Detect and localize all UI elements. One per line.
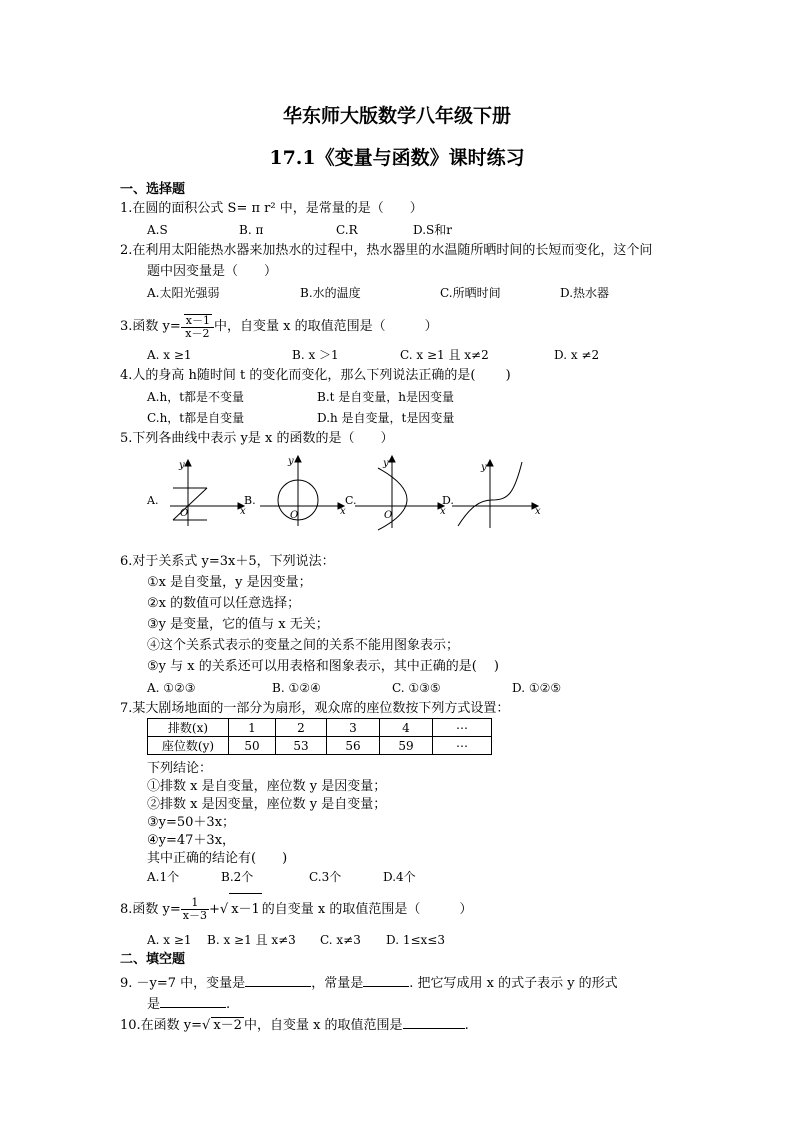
graph-a-y-axis-label: y — [179, 460, 185, 471]
q7-option-c: C.3个 — [309, 870, 342, 884]
section-heading-fill: 二、填空题 — [120, 952, 186, 967]
q5-stem: 5.下列各曲线中表示 y是 x 的函数的是（ ） — [120, 431, 394, 446]
q8-option-c: C. x≠3 — [320, 933, 361, 947]
q3-stem — [120, 312, 438, 342]
q7-item-5: 其中正确的结论有( ) — [147, 851, 288, 866]
q10-blank-range[interactable] — [403, 1016, 465, 1029]
q4-option-a: A.h，t都是不变量 — [147, 390, 245, 404]
table-cell: 56 — [327, 737, 380, 755]
q3-fraction — [181, 314, 214, 340]
table-cell: ⋯ — [433, 719, 492, 737]
q7-item-2: ②排数 x 是因变量，座位数 y 是自变量； — [147, 797, 387, 812]
q2-stem-line1: 2.在利用太阳能热水器来加热水的过程中，热水器里的水温随所晒时间的长短而变化，这个问 — [120, 243, 653, 258]
table-cell: ⋯ — [433, 737, 492, 755]
q9-blank-variable[interactable] — [245, 974, 311, 987]
q2-stem-line2: 题中因变量是（ ） — [147, 264, 278, 279]
graph-b-y-axis-label: y — [288, 456, 294, 467]
q9-part2: ，常量是 — [311, 976, 364, 991]
graph-b-label: B. — [244, 494, 256, 507]
q6-option-a: A. ①②③ — [147, 681, 196, 695]
q3-option-c: C. x ≥1 且 x≠2 — [400, 348, 489, 362]
q3-option-d: D. x ≠2 — [554, 348, 600, 362]
q3-suffix: 中，自变量 x 的取值范围是（ ） — [213, 319, 438, 334]
q2-option-a: A.太阳光强弱 — [147, 286, 220, 300]
q8-stem: 8.函数 y= $\frac{1}{x-3}$ +√ x－1 的自变量 x 的取值范围是（ ） — [120, 893, 472, 926]
q6-item-1: ①x 是自变量，y 是因变量； — [147, 575, 312, 590]
doc-subtitle: 17.1《变量与函数》课时练习 — [269, 147, 525, 169]
q6-item-5: ⑤y 与 x 的关系还可以用表格和图象表示，其中正确的是( ) — [147, 659, 500, 674]
q3-denominator: x－2 — [185, 326, 210, 340]
q6-stem: 6.对于关系式 y=3x＋5，下列说法： — [120, 554, 335, 569]
q6-item-2: ②x 的数值可以任意选择； — [147, 596, 301, 611]
graph-b — [260, 456, 344, 526]
q10-part3: . — [464, 1018, 469, 1033]
q9-line2 — [147, 995, 230, 1013]
table-header-cell: 排数(x) — [148, 719, 229, 737]
table-cell: 1 — [229, 719, 276, 737]
q10-part1: 10.在函数 y= — [120, 1018, 203, 1033]
table-row — [148, 737, 492, 755]
graph-c-y-axis-label: y — [383, 458, 389, 469]
graph-c-x-axis-label: x — [440, 506, 446, 517]
q8-option-d: D. 1≤x≤3 — [386, 933, 445, 947]
q1-option-c: C.R — [336, 223, 358, 237]
q9-part3: . 把它写成用 x 的式子表示 y 的形式 — [409, 976, 618, 991]
q8-numerator: 1 — [181, 897, 209, 910]
graph-c-label: C. — [345, 494, 357, 507]
graph-c — [355, 456, 444, 530]
q3-prefix: 3.函数 y= — [120, 319, 181, 334]
q8-fraction — [181, 897, 209, 922]
q8-plus: + — [208, 902, 220, 917]
table-cell: 59 — [380, 737, 433, 755]
table-cell: 50 — [229, 737, 276, 755]
graph-c-origin: O — [384, 510, 393, 521]
q7-after: 下列结论： — [147, 761, 213, 776]
q7-item-3: ③y=50＋3x； — [147, 815, 236, 830]
q9-part5: . — [226, 997, 231, 1012]
q8-denominator: x－3 — [182, 909, 207, 922]
q8-option-a: A. x ≥1 — [147, 933, 192, 947]
table-cell: 53 — [276, 737, 327, 755]
q8-option-b: B. x ≥1 且 x≠3 — [207, 933, 296, 947]
graph-b-origin: O — [290, 510, 299, 521]
q4-stem: 4.人的身高 h随时间 t 的变化而变化，那么下列说法正确的是( ) — [120, 368, 511, 383]
q9-line1 — [120, 974, 618, 992]
table-header-cell: 座位数(y) — [148, 737, 229, 755]
q10-stem: 10.在函数 y=√ x－2 中，自变量 x 的取值范围是 . — [120, 1018, 469, 1033]
q9-part1: 9. －y=7 中，变量是 — [120, 976, 246, 991]
q8-sqrt: x－1 — [229, 893, 262, 926]
table-cell: 3 — [327, 719, 380, 737]
q7-item-4: ④y=47＋3x， — [147, 833, 236, 848]
graph-d-y-axis-label: y — [481, 462, 487, 473]
q7-stem: 7.某大剧场地面的一部分为扇形，观众席的座位数按下列方式设置： — [120, 701, 510, 716]
q2-option-b: B.水的温度 — [300, 286, 361, 300]
q6-option-b: B. ①②④ — [272, 681, 321, 695]
q6-option-c: C. ①③⑤ — [392, 681, 441, 695]
table-row — [148, 719, 492, 737]
q9-part4: 是 — [147, 997, 161, 1012]
seat-table — [147, 718, 492, 755]
q8-prefix: 8.函数 y= — [120, 902, 181, 917]
graph-b-x-axis-label: x — [340, 506, 346, 517]
q1-option-b: B. π — [239, 223, 264, 237]
q10-sqrt: x－2 — [213, 1018, 242, 1033]
q1-stem: 1.在圆的面积公式 S= π r² 中，是常量的是（ ） — [120, 201, 423, 216]
q5-graphs — [140, 452, 550, 532]
table-cell: 4 — [380, 719, 433, 737]
q9-blank-constant[interactable] — [363, 974, 409, 987]
graph-d-x-axis-label: x — [535, 506, 541, 517]
q2-option-d: D.热水器 — [560, 286, 610, 300]
q10-part2: 中，自变量 x 的取值范围是 — [243, 1018, 403, 1033]
q1-option-d: D.S和r — [413, 223, 452, 237]
q1-option-a: A.S — [147, 223, 168, 237]
q4-option-d: D.h 是自变量，t是因变量 — [317, 411, 455, 425]
graph-a-label: A. — [147, 494, 159, 507]
q7-option-b: B.2个 — [221, 870, 254, 884]
q7-option-d: D.4个 — [383, 870, 416, 884]
q7-option-a: A.1个 — [147, 870, 180, 884]
q9-blank-expression[interactable] — [160, 995, 226, 1008]
q4-option-b: B.t 是自变量，h是因变量 — [317, 390, 454, 404]
q4-option-c: C.h，t都是自变量 — [147, 411, 245, 425]
q3-sqrt: x－1 — [185, 313, 210, 327]
q6-item-4: ④这个关系式表示的变量之间的关系不能用图象表示； — [147, 638, 460, 653]
graph-a-x-axis-label: x — [240, 506, 246, 517]
q6-option-d: D. ①②⑤ — [512, 681, 562, 695]
table-cell: 2 — [276, 719, 327, 737]
section-heading-choice: 一、选择题 — [120, 182, 186, 197]
graph-a-origin: O — [180, 508, 189, 519]
q3-option-b: B. x ＞1 — [292, 348, 339, 362]
q6-item-3: ③y 是变量，它的值与 x 无关； — [147, 617, 329, 632]
graph-d-label: D. — [442, 494, 454, 507]
q7-item-1: ①排数 x 是自变量，座位数 y 是因变量； — [147, 779, 387, 794]
q2-option-c: C.所晒时间 — [440, 286, 501, 300]
doc-title: 华东师大版数学八年级下册 — [282, 105, 511, 127]
q3-option-a: A. x ≥1 — [147, 348, 192, 362]
graph-d — [452, 460, 538, 528]
q8-suffix: 的自变量 x 的取值范围是（ ） — [261, 902, 473, 917]
